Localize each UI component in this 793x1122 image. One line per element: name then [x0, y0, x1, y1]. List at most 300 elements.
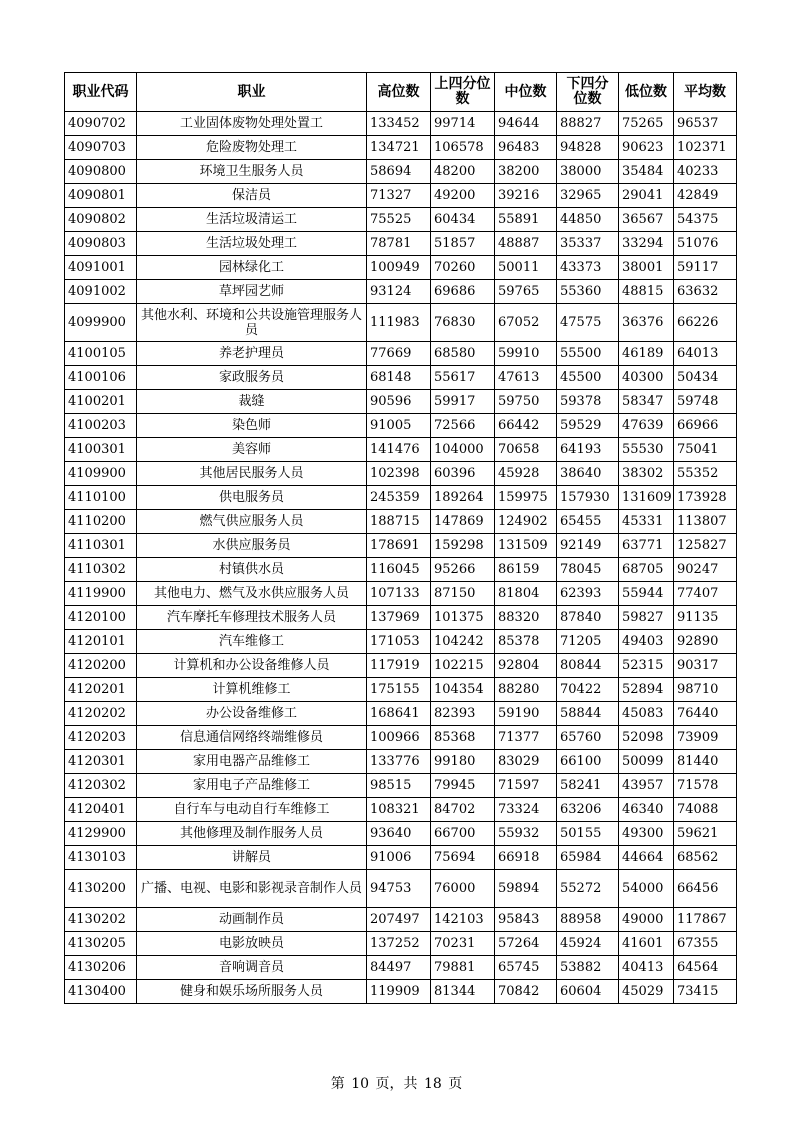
cell-lower-quartile: 59378	[557, 390, 619, 414]
cell-occupation: 保洁员	[137, 184, 367, 208]
cell-high: 102398	[367, 462, 431, 486]
cell-lower-quartile: 43373	[557, 256, 619, 280]
cell-median: 159975	[495, 486, 557, 510]
cell-code: 4090703	[65, 136, 137, 160]
cell-lower-quartile: 63206	[557, 798, 619, 822]
cell-occupation: 危险废物处理工	[137, 136, 367, 160]
cell-code: 4130202	[65, 908, 137, 932]
cell-code: 4090800	[65, 160, 137, 184]
cell-low: 40413	[619, 956, 674, 980]
cell-average: 59117	[674, 256, 737, 280]
cell-upper-quartile: 68580	[431, 342, 495, 366]
cell-occupation: 家政服务员	[137, 366, 367, 390]
cell-high: 134721	[367, 136, 431, 160]
cell-low: 35484	[619, 160, 674, 184]
cell-average: 42849	[674, 184, 737, 208]
cell-median: 45928	[495, 462, 557, 486]
cell-median: 70658	[495, 438, 557, 462]
cell-lower-quartile: 53882	[557, 956, 619, 980]
cell-upper-quartile: 49200	[431, 184, 495, 208]
cell-code: 4120202	[65, 702, 137, 726]
cell-average: 67355	[674, 932, 737, 956]
cell-high: 116045	[367, 558, 431, 582]
cell-upper-quartile: 48200	[431, 160, 495, 184]
cell-code: 4120200	[65, 654, 137, 678]
cell-code: 4091002	[65, 280, 137, 304]
cell-code: 4091001	[65, 256, 137, 280]
cell-average: 90317	[674, 654, 737, 678]
cell-occupation: 村镇供水员	[137, 558, 367, 582]
cell-median: 88280	[495, 678, 557, 702]
cell-occupation: 水供应服务员	[137, 534, 367, 558]
cell-high: 111983	[367, 304, 431, 342]
cell-median: 55891	[495, 208, 557, 232]
cell-code: 4120301	[65, 750, 137, 774]
cell-code: 4130200	[65, 870, 137, 908]
cell-high: 207497	[367, 908, 431, 932]
header-upper-quartile: 上四分位数	[431, 73, 495, 112]
cell-average: 74088	[674, 798, 737, 822]
cell-occupation: 美容师	[137, 438, 367, 462]
cell-upper-quartile: 79945	[431, 774, 495, 798]
table-row	[65, 112, 737, 136]
table-row	[65, 750, 737, 774]
cell-high: 68148	[367, 366, 431, 390]
cell-median: 65745	[495, 956, 557, 980]
cell-median: 85378	[495, 630, 557, 654]
cell-low: 52894	[619, 678, 674, 702]
table-row	[65, 486, 737, 510]
cell-average: 113807	[674, 510, 737, 534]
cell-low: 38001	[619, 256, 674, 280]
cell-average: 64013	[674, 342, 737, 366]
cell-lower-quartile: 38640	[557, 462, 619, 486]
cell-median: 39216	[495, 184, 557, 208]
cell-average: 51076	[674, 232, 737, 256]
cell-low: 44664	[619, 846, 674, 870]
cell-median: 86159	[495, 558, 557, 582]
cell-code: 4120302	[65, 774, 137, 798]
cell-upper-quartile: 142103	[431, 908, 495, 932]
cell-lower-quartile: 70422	[557, 678, 619, 702]
cell-upper-quartile: 147869	[431, 510, 495, 534]
cell-code: 4100203	[65, 414, 137, 438]
cell-lower-quartile: 80844	[557, 654, 619, 678]
footer-prefix: 第	[330, 1076, 345, 1092]
cell-code: 4120100	[65, 606, 137, 630]
cell-median: 59910	[495, 342, 557, 366]
cell-upper-quartile: 79881	[431, 956, 495, 980]
table-row	[65, 870, 737, 908]
header-low: 低位数	[619, 73, 674, 112]
cell-high: 93124	[367, 280, 431, 304]
header-high: 高位数	[367, 73, 431, 112]
cell-low: 55944	[619, 582, 674, 606]
cell-high: 100966	[367, 726, 431, 750]
cell-occupation: 其他居民服务人员	[137, 462, 367, 486]
cell-average: 54375	[674, 208, 737, 232]
cell-code: 4090803	[65, 232, 137, 256]
cell-code: 4100301	[65, 438, 137, 462]
table-row	[65, 798, 737, 822]
cell-occupation: 其他水利、环境和公共设施管理服务人员	[137, 304, 367, 342]
cell-low: 54000	[619, 870, 674, 908]
header-code: 职业代码	[65, 73, 137, 112]
footer-total-pages: 18	[423, 1076, 442, 1092]
cell-high: 78781	[367, 232, 431, 256]
cell-occupation: 工业固体废物处理处置工	[137, 112, 367, 136]
cell-low: 90623	[619, 136, 674, 160]
cell-low: 38302	[619, 462, 674, 486]
cell-average: 75041	[674, 438, 737, 462]
cell-upper-quartile: 95266	[431, 558, 495, 582]
cell-median: 96483	[495, 136, 557, 160]
cell-median: 59765	[495, 280, 557, 304]
cell-occupation: 音响调音员	[137, 956, 367, 980]
cell-occupation: 办公设备维修工	[137, 702, 367, 726]
cell-low: 49403	[619, 630, 674, 654]
table-row	[65, 558, 737, 582]
cell-occupation: 养老护理员	[137, 342, 367, 366]
cell-upper-quartile: 51857	[431, 232, 495, 256]
table-row	[65, 184, 737, 208]
cell-code: 4119900	[65, 582, 137, 606]
cell-lower-quartile: 50155	[557, 822, 619, 846]
header-median: 中位数	[495, 73, 557, 112]
cell-lower-quartile: 66100	[557, 750, 619, 774]
cell-code: 4110301	[65, 534, 137, 558]
cell-average: 63632	[674, 280, 737, 304]
cell-median: 47613	[495, 366, 557, 390]
cell-lower-quartile: 157930	[557, 486, 619, 510]
table-row	[65, 582, 737, 606]
cell-median: 71377	[495, 726, 557, 750]
cell-occupation: 裁缝	[137, 390, 367, 414]
cell-upper-quartile: 159298	[431, 534, 495, 558]
cell-lower-quartile: 62393	[557, 582, 619, 606]
cell-average: 59621	[674, 822, 737, 846]
cell-code: 4109900	[65, 462, 137, 486]
cell-average: 76440	[674, 702, 737, 726]
cell-low: 43957	[619, 774, 674, 798]
cell-median: 95843	[495, 908, 557, 932]
cell-low: 68705	[619, 558, 674, 582]
cell-occupation: 燃气供应服务人员	[137, 510, 367, 534]
cell-lower-quartile: 59529	[557, 414, 619, 438]
cell-median: 67052	[495, 304, 557, 342]
cell-code: 4090802	[65, 208, 137, 232]
cell-upper-quartile: 69686	[431, 280, 495, 304]
cell-upper-quartile: 104000	[431, 438, 495, 462]
cell-occupation: 计算机和办公设备维修人员	[137, 654, 367, 678]
cell-lower-quartile: 47575	[557, 304, 619, 342]
page-footer	[0, 1073, 793, 1093]
cell-lower-quartile: 55360	[557, 280, 619, 304]
table-body	[65, 112, 737, 1004]
cell-code: 4129900	[65, 822, 137, 846]
cell-high: 178691	[367, 534, 431, 558]
cell-average: 40233	[674, 160, 737, 184]
cell-lower-quartile: 38000	[557, 160, 619, 184]
cell-high: 84497	[367, 956, 431, 980]
cell-low: 33294	[619, 232, 674, 256]
cell-high: 91006	[367, 846, 431, 870]
cell-high: 108321	[367, 798, 431, 822]
cell-median: 94644	[495, 112, 557, 136]
table-row	[65, 136, 737, 160]
cell-low: 49300	[619, 822, 674, 846]
header-occupation: 职业	[137, 73, 367, 112]
table-row	[65, 932, 737, 956]
cell-lower-quartile: 64193	[557, 438, 619, 462]
cell-occupation: 汽车维修工	[137, 630, 367, 654]
cell-lower-quartile: 94828	[557, 136, 619, 160]
cell-average: 125827	[674, 534, 737, 558]
cell-low: 49000	[619, 908, 674, 932]
cell-upper-quartile: 76830	[431, 304, 495, 342]
cell-high: 77669	[367, 342, 431, 366]
cell-lower-quartile: 88827	[557, 112, 619, 136]
table-row	[65, 534, 737, 558]
table-row	[65, 956, 737, 980]
cell-high: 91005	[367, 414, 431, 438]
cell-upper-quartile: 70260	[431, 256, 495, 280]
table-row	[65, 678, 737, 702]
cell-median: 59894	[495, 870, 557, 908]
cell-high: 171053	[367, 630, 431, 654]
cell-low: 45083	[619, 702, 674, 726]
table-row	[65, 726, 737, 750]
cell-average: 66226	[674, 304, 737, 342]
table-row	[65, 980, 737, 1004]
cell-upper-quartile: 87150	[431, 582, 495, 606]
cell-average: 66966	[674, 414, 737, 438]
cell-average: 64564	[674, 956, 737, 980]
table-row	[65, 822, 737, 846]
cell-occupation: 供电服务员	[137, 486, 367, 510]
cell-high: 98515	[367, 774, 431, 798]
cell-upper-quartile: 82393	[431, 702, 495, 726]
cell-upper-quartile: 81344	[431, 980, 495, 1004]
table-row	[65, 774, 737, 798]
cell-upper-quartile: 60396	[431, 462, 495, 486]
cell-average: 68562	[674, 846, 737, 870]
cell-average: 96537	[674, 112, 737, 136]
cell-high: 133776	[367, 750, 431, 774]
table-row	[65, 438, 737, 462]
cell-average: 73909	[674, 726, 737, 750]
cell-upper-quartile: 72566	[431, 414, 495, 438]
cell-lower-quartile: 32965	[557, 184, 619, 208]
cell-high: 188715	[367, 510, 431, 534]
cell-median: 48887	[495, 232, 557, 256]
cell-upper-quartile: 76000	[431, 870, 495, 908]
cell-high: 141476	[367, 438, 431, 462]
cell-code: 4110302	[65, 558, 137, 582]
cell-low: 40300	[619, 366, 674, 390]
cell-upper-quartile: 101375	[431, 606, 495, 630]
cell-low: 55530	[619, 438, 674, 462]
header-lower-quartile: 下四分位数	[557, 73, 619, 112]
cell-code: 4120203	[65, 726, 137, 750]
cell-average: 59748	[674, 390, 737, 414]
cell-average: 81440	[674, 750, 737, 774]
cell-median: 55932	[495, 822, 557, 846]
header-average: 平均数	[674, 73, 737, 112]
table-row	[65, 280, 737, 304]
cell-code: 4130400	[65, 980, 137, 1004]
cell-upper-quartile: 60434	[431, 208, 495, 232]
cell-high: 100949	[367, 256, 431, 280]
cell-lower-quartile: 92149	[557, 534, 619, 558]
cell-low: 46340	[619, 798, 674, 822]
cell-occupation: 计算机维修工	[137, 678, 367, 702]
cell-upper-quartile: 66700	[431, 822, 495, 846]
cell-low: 41601	[619, 932, 674, 956]
cell-average: 71578	[674, 774, 737, 798]
cell-lower-quartile: 44850	[557, 208, 619, 232]
cell-lower-quartile: 65455	[557, 510, 619, 534]
cell-low: 29041	[619, 184, 674, 208]
cell-occupation: 其他电力、燃气及水供应服务人员	[137, 582, 367, 606]
cell-code: 4100106	[65, 366, 137, 390]
cell-upper-quartile: 99714	[431, 112, 495, 136]
table-row	[65, 414, 737, 438]
cell-median: 50011	[495, 256, 557, 280]
cell-high: 75525	[367, 208, 431, 232]
table-row	[65, 510, 737, 534]
cell-high: 71327	[367, 184, 431, 208]
cell-upper-quartile: 84702	[431, 798, 495, 822]
cell-upper-quartile: 106578	[431, 136, 495, 160]
cell-median: 131509	[495, 534, 557, 558]
cell-median: 70842	[495, 980, 557, 1004]
cell-low: 52098	[619, 726, 674, 750]
cell-code: 4120101	[65, 630, 137, 654]
cell-average: 92890	[674, 630, 737, 654]
cell-occupation: 家用电器产品维修工	[137, 750, 367, 774]
cell-upper-quartile: 102215	[431, 654, 495, 678]
cell-average: 55352	[674, 462, 737, 486]
cell-average: 91135	[674, 606, 737, 630]
cell-high: 175155	[367, 678, 431, 702]
cell-low: 58347	[619, 390, 674, 414]
cell-average: 98710	[674, 678, 737, 702]
cell-code: 4120401	[65, 798, 137, 822]
cell-lower-quartile: 71205	[557, 630, 619, 654]
cell-upper-quartile: 104354	[431, 678, 495, 702]
cell-average: 117867	[674, 908, 737, 932]
cell-upper-quartile: 55617	[431, 366, 495, 390]
cell-low: 131609	[619, 486, 674, 510]
cell-median: 66442	[495, 414, 557, 438]
cell-low: 50099	[619, 750, 674, 774]
cell-lower-quartile: 65984	[557, 846, 619, 870]
cell-occupation: 草坪园艺师	[137, 280, 367, 304]
cell-lower-quartile: 88958	[557, 908, 619, 932]
table-row	[65, 908, 737, 932]
cell-high: 119909	[367, 980, 431, 1004]
cell-code: 4130206	[65, 956, 137, 980]
cell-median: 73324	[495, 798, 557, 822]
cell-average: 102371	[674, 136, 737, 160]
table-row	[65, 208, 737, 232]
cell-occupation: 自行车与电动自行车维修工	[137, 798, 367, 822]
cell-median: 59190	[495, 702, 557, 726]
cell-code: 4099900	[65, 304, 137, 342]
cell-lower-quartile: 55272	[557, 870, 619, 908]
cell-median: 66918	[495, 846, 557, 870]
cell-low: 48815	[619, 280, 674, 304]
cell-low: 59827	[619, 606, 674, 630]
cell-median: 57264	[495, 932, 557, 956]
cell-median: 71597	[495, 774, 557, 798]
cell-upper-quartile: 59917	[431, 390, 495, 414]
cell-average: 77407	[674, 582, 737, 606]
cell-average: 173928	[674, 486, 737, 510]
cell-code: 4120201	[65, 678, 137, 702]
cell-occupation: 家用电子产品维修工	[137, 774, 367, 798]
cell-median: 124902	[495, 510, 557, 534]
table-row	[65, 390, 737, 414]
table-row	[65, 366, 737, 390]
cell-low: 47639	[619, 414, 674, 438]
cell-lower-quartile: 35337	[557, 232, 619, 256]
table-row	[65, 342, 737, 366]
table-row	[65, 462, 737, 486]
footer-middle: 页，共	[375, 1076, 418, 1092]
cell-lower-quartile: 58844	[557, 702, 619, 726]
cell-low: 63771	[619, 534, 674, 558]
cell-occupation: 园林绿化工	[137, 256, 367, 280]
cell-occupation: 电影放映员	[137, 932, 367, 956]
cell-low: 45331	[619, 510, 674, 534]
cell-low: 75265	[619, 112, 674, 136]
cell-high: 168641	[367, 702, 431, 726]
cell-occupation: 生活垃圾清运工	[137, 208, 367, 232]
cell-average: 66456	[674, 870, 737, 908]
cell-upper-quartile: 99180	[431, 750, 495, 774]
footer-suffix: 页	[448, 1076, 463, 1092]
cell-average: 50434	[674, 366, 737, 390]
table-row	[65, 654, 737, 678]
cell-high: 133452	[367, 112, 431, 136]
cell-occupation: 汽车摩托车修理技术服务人员	[137, 606, 367, 630]
occupation-wage-table	[64, 72, 737, 1004]
cell-occupation: 生活垃圾处理工	[137, 232, 367, 256]
cell-low: 52315	[619, 654, 674, 678]
cell-high: 107133	[367, 582, 431, 606]
cell-high: 245359	[367, 486, 431, 510]
cell-low: 46189	[619, 342, 674, 366]
cell-code: 4130103	[65, 846, 137, 870]
cell-code: 4130205	[65, 932, 137, 956]
cell-high: 94753	[367, 870, 431, 908]
table-row	[65, 606, 737, 630]
cell-median: 88320	[495, 606, 557, 630]
cell-code: 4110100	[65, 486, 137, 510]
table-row	[65, 232, 737, 256]
cell-low: 36376	[619, 304, 674, 342]
cell-upper-quartile: 189264	[431, 486, 495, 510]
cell-low: 45029	[619, 980, 674, 1004]
cell-code: 4100201	[65, 390, 137, 414]
cell-code: 4090702	[65, 112, 137, 136]
cell-occupation: 染色师	[137, 414, 367, 438]
cell-occupation: 环境卫生服务人员	[137, 160, 367, 184]
cell-code: 4100105	[65, 342, 137, 366]
table-row	[65, 256, 737, 280]
